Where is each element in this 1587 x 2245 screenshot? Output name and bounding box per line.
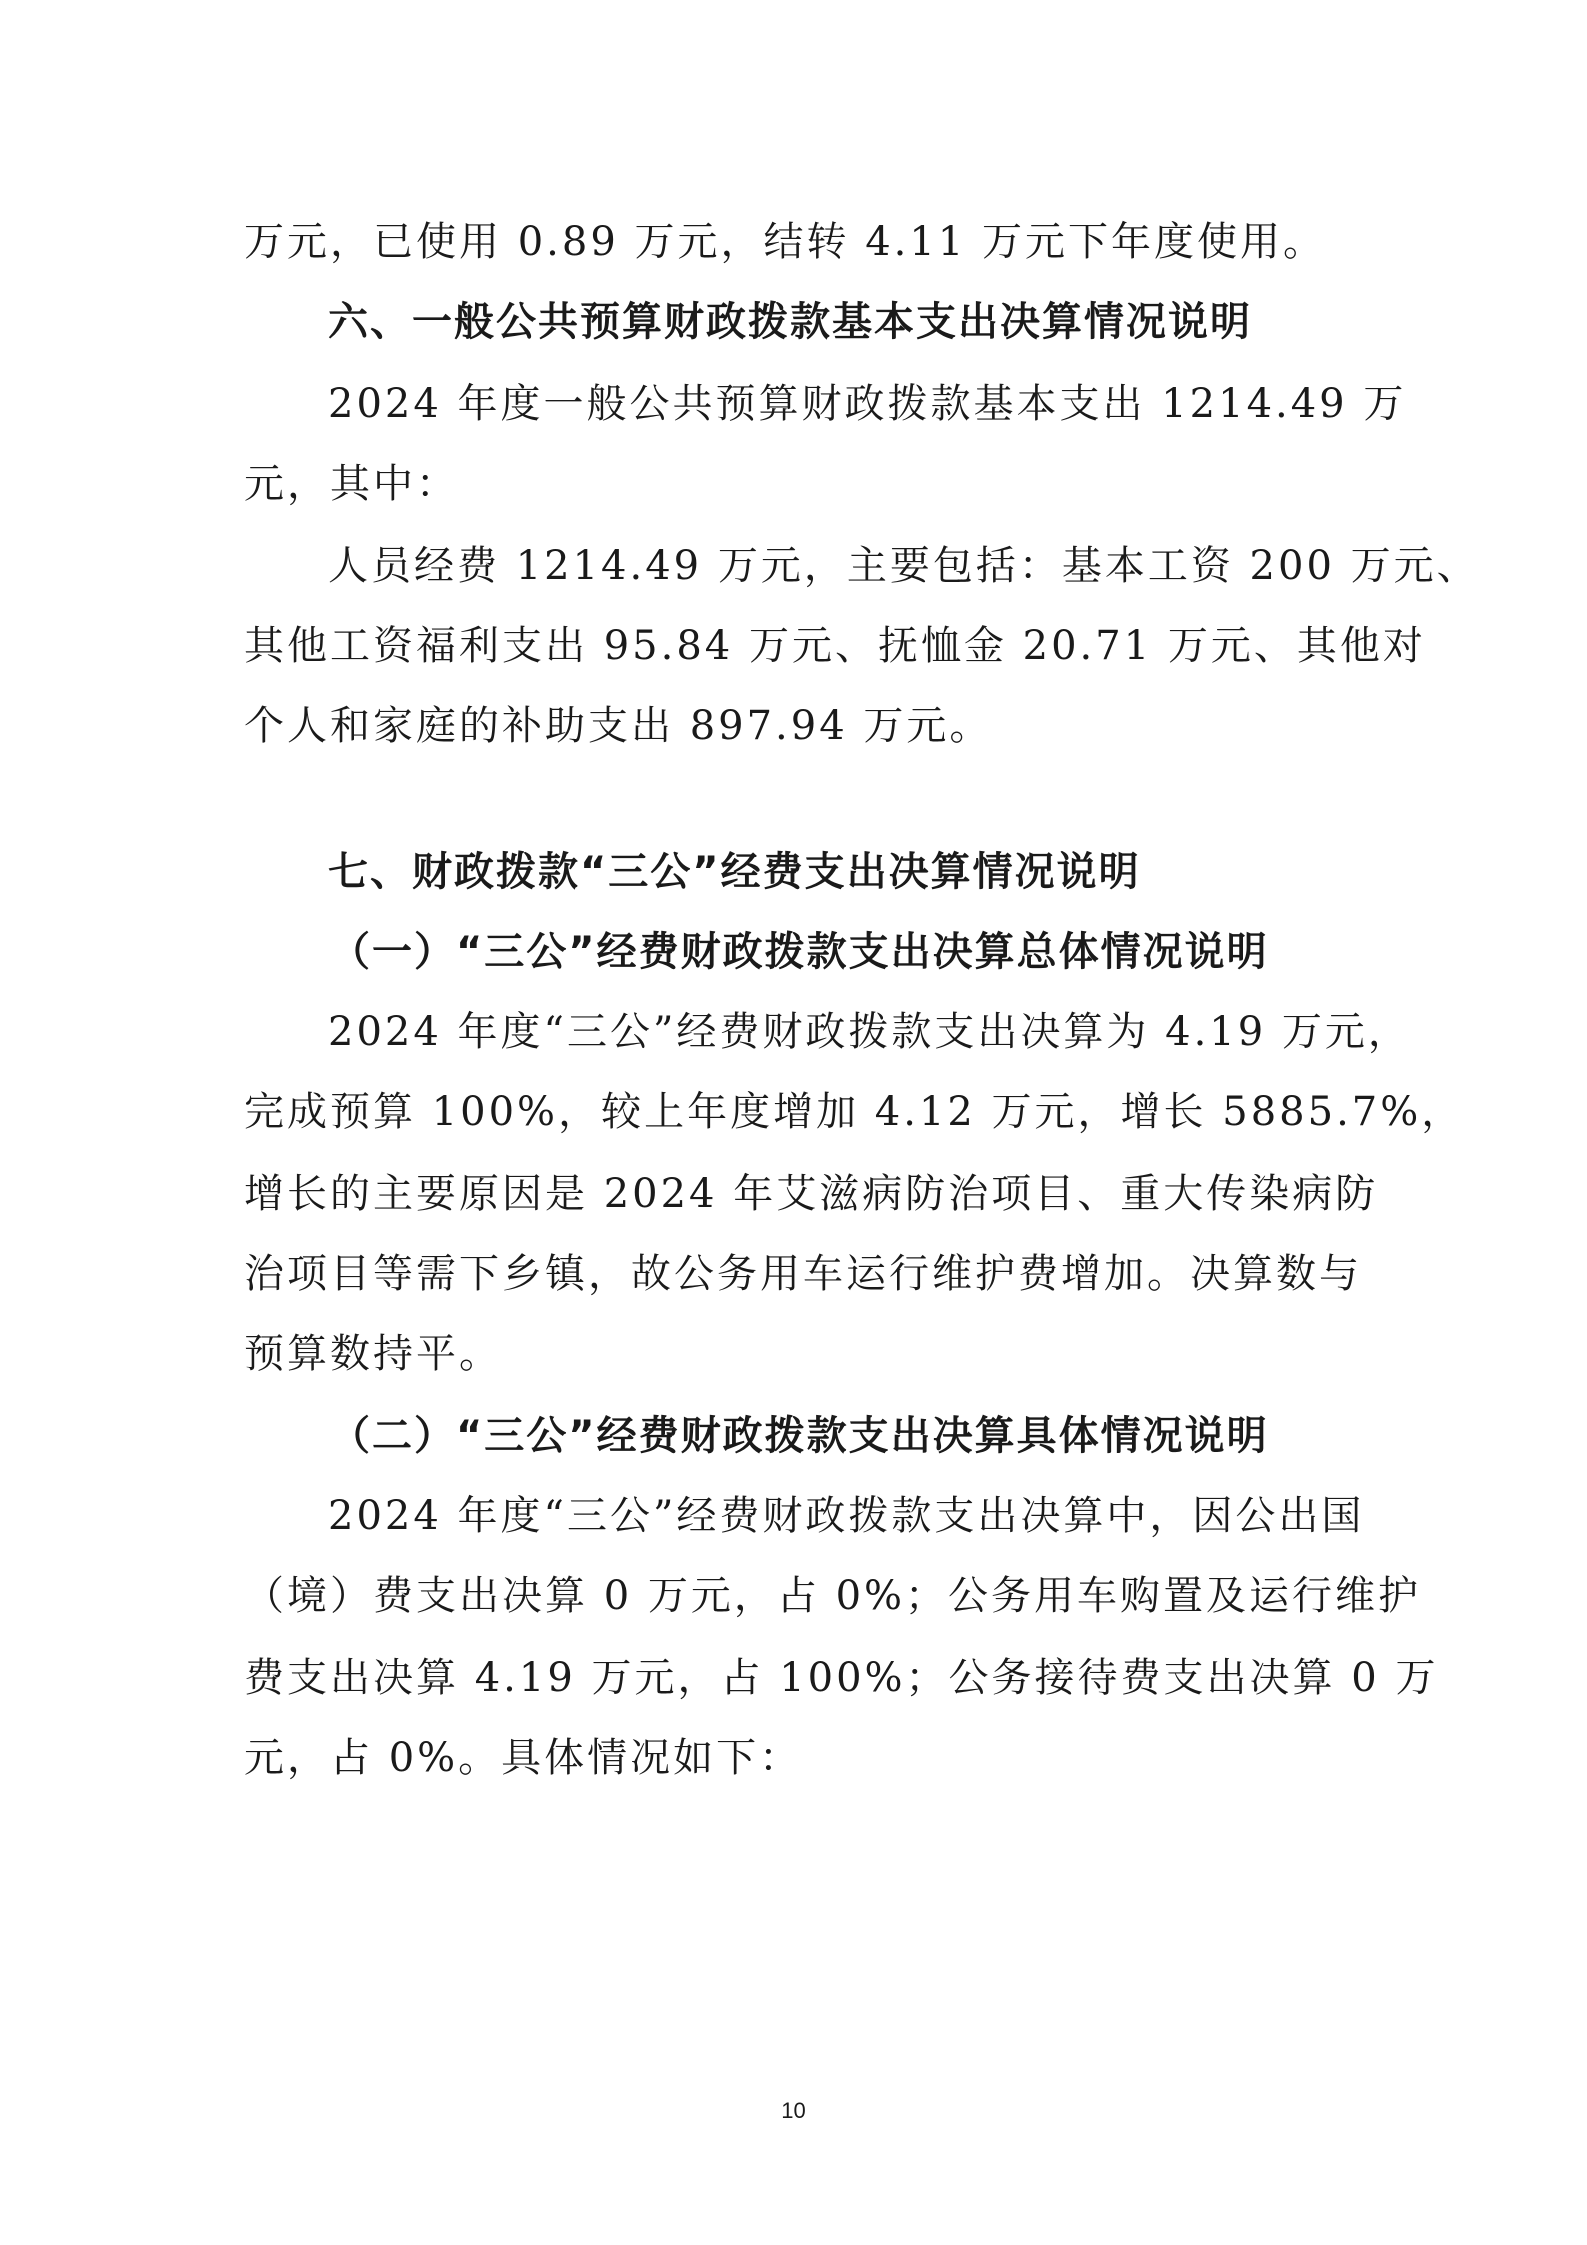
paragraph-line: 2024 年度“三公”经费财政拨款支出决算为 4.19 万元， (328, 1009, 1411, 1055)
paragraph-line: （境）费支出决算 0 万元，占 0%；公务用车购置及运行维护 (244, 1573, 1422, 1619)
paragraph-line: 元，占 0%。具体情况如下： (244, 1735, 803, 1781)
paragraph-line: 个人和家庭的补助支出 897.94 万元。 (244, 703, 993, 749)
section-heading-6: 六、一般公共预算财政拨款基本支出决算情况说明 (328, 299, 1252, 345)
paragraph-line: 治项目等需下乡镇，故公务用车运行维护费增加。决算数与 (244, 1251, 1362, 1297)
subsection-heading-2: （二）“三公”经费财政拨款支出决算具体情况说明 (330, 1413, 1269, 1459)
paragraph-line: 预算数持平。 (244, 1331, 502, 1377)
paragraph-line: 其他工资福利支出 95.84 万元、抚恤金 20.71 万元、其他对 (244, 623, 1426, 669)
paragraph-line: 人员经费 1214.49 万元，主要包括：基本工资 200 万元、 (328, 543, 1480, 589)
paragraph-line: 完成预算 100%，较上年度增加 4.12 万元，增长 5885.7%， (244, 1089, 1465, 1135)
paragraph-line: 2024 年度“三公”经费财政拨款支出决算中，因公出国 (328, 1493, 1365, 1539)
paragraph-line: 费支出决算 4.19 万元，占 100%；公务接待费支出决算 0 万 (244, 1655, 1439, 1701)
paragraph-line: 元，其中： (244, 461, 459, 507)
page-number: 10 (781, 2098, 806, 2123)
section-heading-7: 七、财政拨款“三公”经费支出决算情况说明 (328, 849, 1141, 895)
paragraph-line: 增长的主要原因是 2024 年艾滋病防治项目、重大传染病防 (244, 1171, 1379, 1217)
paragraph-line: 2024 年度一般公共预算财政拨款基本支出 1214.49 万 (328, 381, 1407, 427)
subsection-heading-1: （一）“三公”经费财政拨款支出决算总体情况说明 (330, 929, 1269, 975)
paragraph-line: 万元，已使用 0.89 万元，结转 4.11 万元下年度使用。 (244, 219, 1326, 265)
